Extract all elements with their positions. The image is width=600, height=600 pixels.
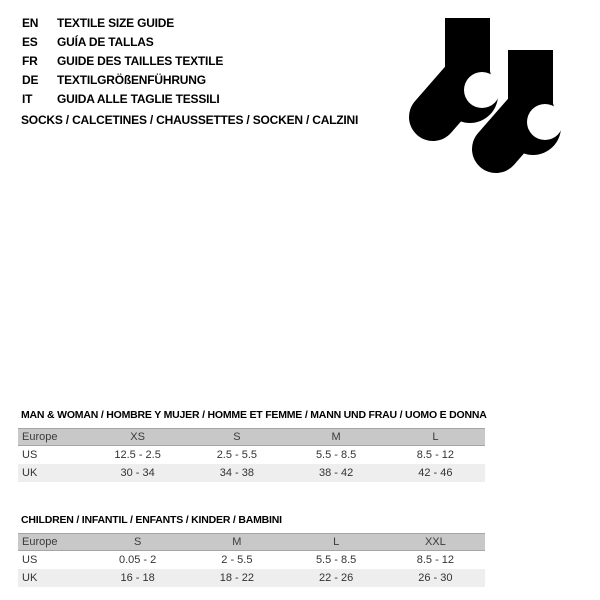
size-value: 26 - 30 <box>418 572 453 584</box>
language-label: GUÍA DE TALLAS <box>57 34 154 49</box>
size-column-header: XXL <box>424 536 446 548</box>
language-row-en <box>22 13 223 32</box>
size-table-children <box>18 533 485 587</box>
category-title: SOCKS / CALCETINES / CHAUSSETTES / SOCKEN / CALZINI <box>21 113 359 127</box>
table-title-children: CHILDREN / INFANTIL / ENFANTS / KINDER / BAMBINI <box>21 514 282 526</box>
language-label: TEXTILGRÖßENFÜHRUNG <box>57 72 206 87</box>
table-row-us <box>18 551 485 569</box>
size-value: 8.5 - 12 <box>416 554 455 566</box>
size-value: 5.5 - 8.5 <box>315 554 357 566</box>
language-row-es <box>22 32 223 51</box>
size-value: 22 - 26 <box>319 572 354 584</box>
table-header-row <box>18 428 485 446</box>
language-row-it <box>22 89 223 108</box>
size-column-header: M <box>232 536 242 548</box>
size-value: 2 - 5.5 <box>221 554 253 566</box>
language-label: GUIDE DES TAILLES TEXTILE <box>57 53 224 68</box>
size-value: 2.5 - 5.5 <box>216 449 258 461</box>
size-value: 18 - 22 <box>219 572 254 584</box>
size-table-man-woman <box>18 428 485 482</box>
size-value: 16 - 18 <box>120 572 155 584</box>
language-code: DE <box>22 72 39 87</box>
size-value: 12.5 - 2.5 <box>114 449 161 461</box>
table-row-uk <box>18 569 485 587</box>
size-column-header: L <box>333 536 340 548</box>
sock-front <box>496 50 563 155</box>
size-column-header: L <box>432 431 439 443</box>
language-list <box>22 13 223 108</box>
row-label: UK <box>22 467 38 479</box>
language-label: GUIDA ALLE TAGLIE TESSILI <box>57 91 220 106</box>
sock-heel-cutout <box>527 104 563 140</box>
size-column-header: S <box>233 431 241 443</box>
row-label: US <box>22 449 38 461</box>
size-column-header: M <box>331 431 341 443</box>
region-column-header: Europe <box>22 431 58 443</box>
size-value: 5.5 - 8.5 <box>315 449 357 461</box>
sock-back <box>433 18 500 123</box>
row-label: US <box>22 554 38 566</box>
size-value: 34 - 38 <box>219 467 254 479</box>
row-label: UK <box>22 572 38 584</box>
language-code: IT <box>22 91 33 106</box>
socks-icon <box>400 10 570 185</box>
table-header-row <box>18 533 485 551</box>
language-code: FR <box>22 53 38 68</box>
region-column-header: Europe <box>22 536 58 548</box>
language-row-fr <box>22 51 223 70</box>
table-row-us <box>18 446 485 464</box>
table-row-uk <box>18 464 485 482</box>
size-value: 38 - 42 <box>319 467 354 479</box>
size-value: 42 - 46 <box>418 467 453 479</box>
size-value: 0.05 - 2 <box>118 554 157 566</box>
table-title-man-woman: MAN & WOMAN / HOMBRE Y MUJER / HOMME ET FEMME / MANN UND FRAU / UOMO E DONNA <box>21 409 487 421</box>
size-value: 30 - 34 <box>120 467 155 479</box>
size-column-header: S <box>133 536 142 548</box>
language-code: EN <box>22 15 39 30</box>
size-column-header: XS <box>130 431 145 443</box>
language-code: ES <box>22 34 38 49</box>
language-label: TEXTILE SIZE GUIDE <box>57 15 175 30</box>
size-value: 8.5 - 12 <box>416 449 455 461</box>
sock-heel-cutout <box>464 72 500 108</box>
language-row-de <box>22 70 223 89</box>
